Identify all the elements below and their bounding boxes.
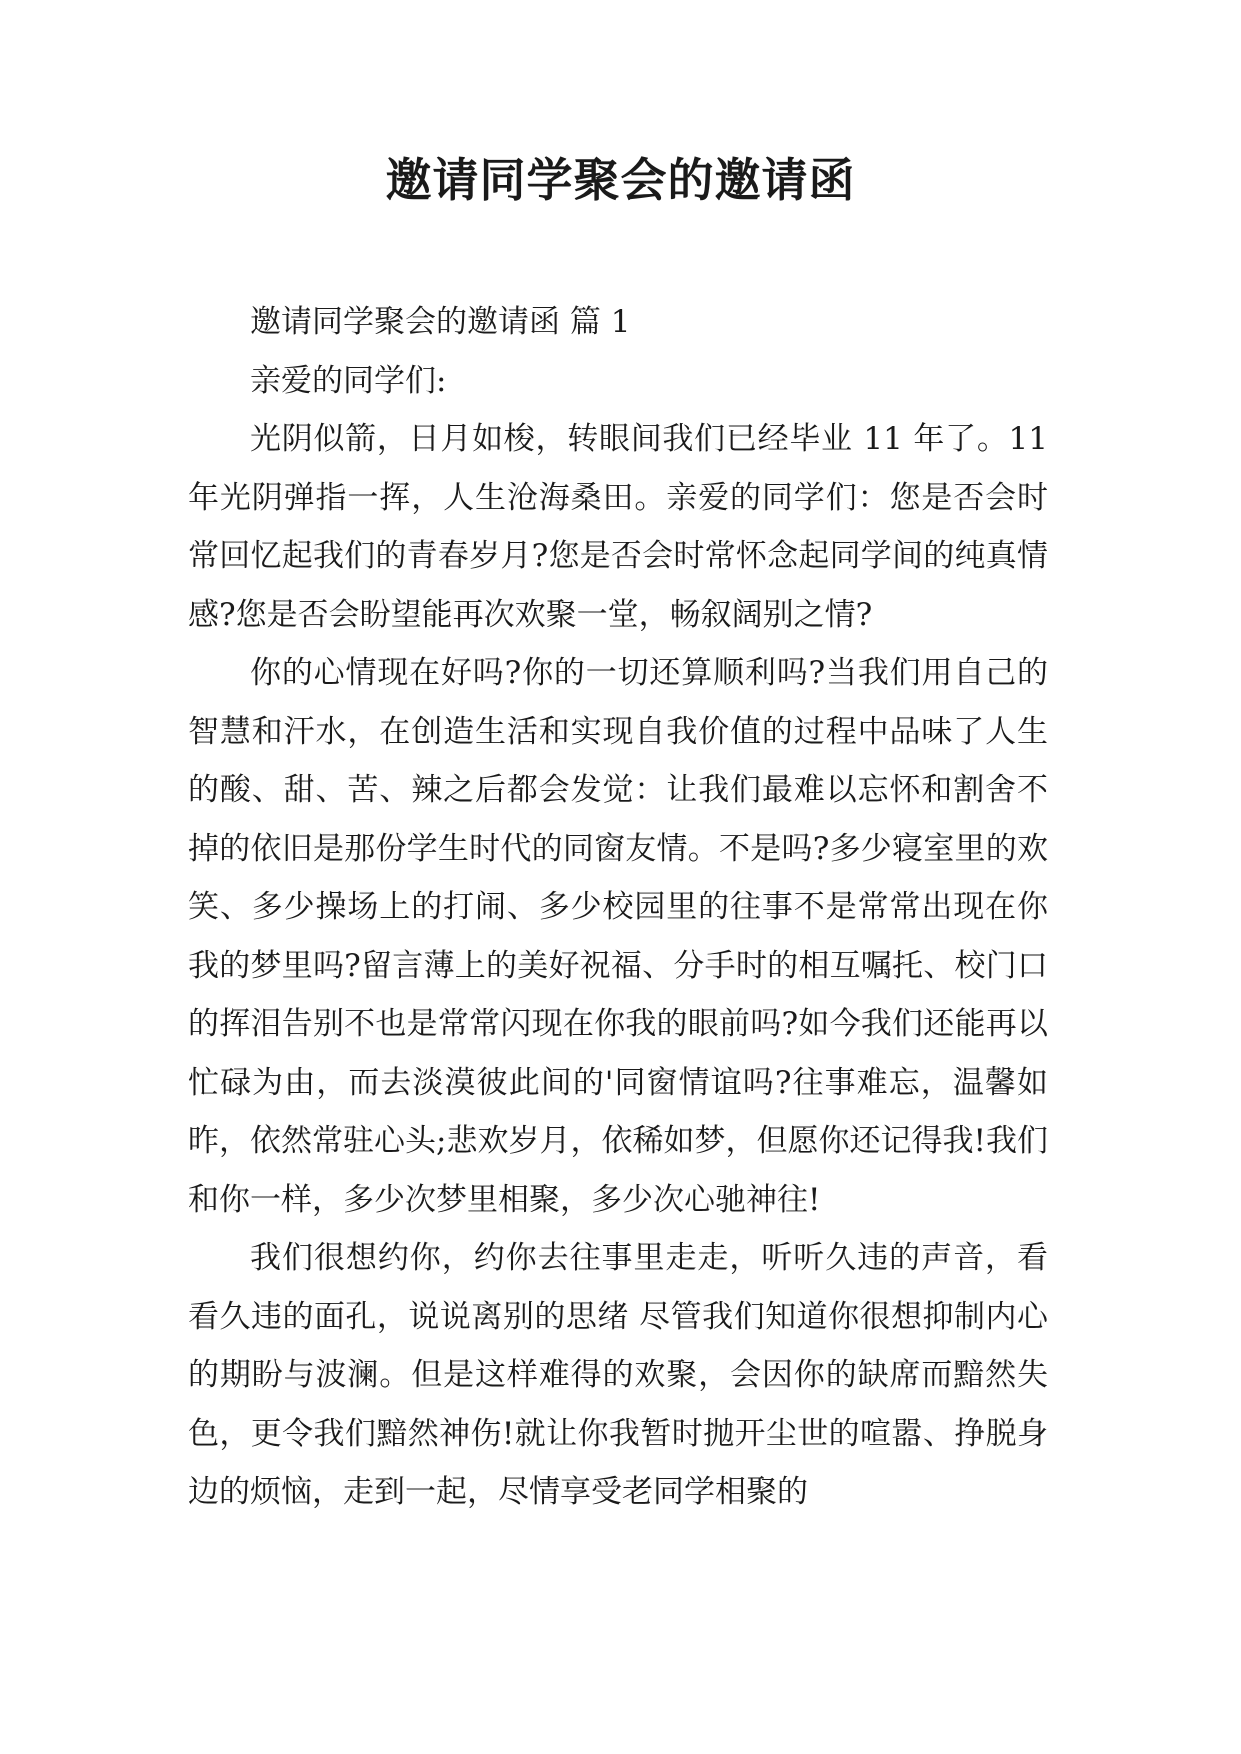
document-body — [188, 293, 1048, 1522]
paragraph: 我们很想约你，约你去往事里走走，听听久违的声音，看看久违的面孔，说说离别的思绪 尽管我们知道你很想抑制内心的期盼与波澜。但是这样难得的欢聚，会因你的缺席而黯然失色，更令我们黯然神伤!就让你我暂时抛开尘世的喧嚣、挣脱身边的烦恼，走到一起，尽情享受老同学相聚的 — [188, 1240, 1048, 1510]
salutation: 亲爱的同学们: — [250, 362, 447, 399]
section-heading: 邀请同学聚会的邀请函 篇 1 — [250, 304, 631, 340]
document-title: 邀请同学聚会的邀请函 — [385, 153, 856, 207]
paragraph: 光阴似箭，日月如梭，转眼间我们已经毕业 11 年了。11 年光阴弹指一挥，人生沧海桑田。亲爱的同学们：您是否会时常回忆起我们的青春岁月?您是否会时常怀念起同学间的纯真情感?您是否会盼望能再次欢聚一堂，畅叙阔别之情? — [188, 421, 1048, 633]
paragraph: 你的心情现在好吗?你的一切还算顺利吗?当我们用自己的智慧和汗水，在创造生活和实现自我价值的过程中品味了人生的酸、甜、苦、辣之后都会发觉：让我们最难以忘怀和割舍不掉的依旧是那份学生时代的同窗友情。不是吗?多少寝室里的欢笑、多少操场上的打闹、多少校园里的往事不是常常出现在你我的梦里吗?留言薄上的美好祝福、分手时的相互嘱托、校门口的挥泪告别不也是常常闪现在你我的眼前吗?如今我们还能再以忙碌为由，而去淡漠彼此间的'同窗情谊吗?往事难忘，温馨如昨，依然常驻心头;悲欢岁月，依稀如梦，但愿你还记得我!我们和你一样，多少次梦里相聚，多少次心驰神往! — [188, 655, 1048, 1218]
